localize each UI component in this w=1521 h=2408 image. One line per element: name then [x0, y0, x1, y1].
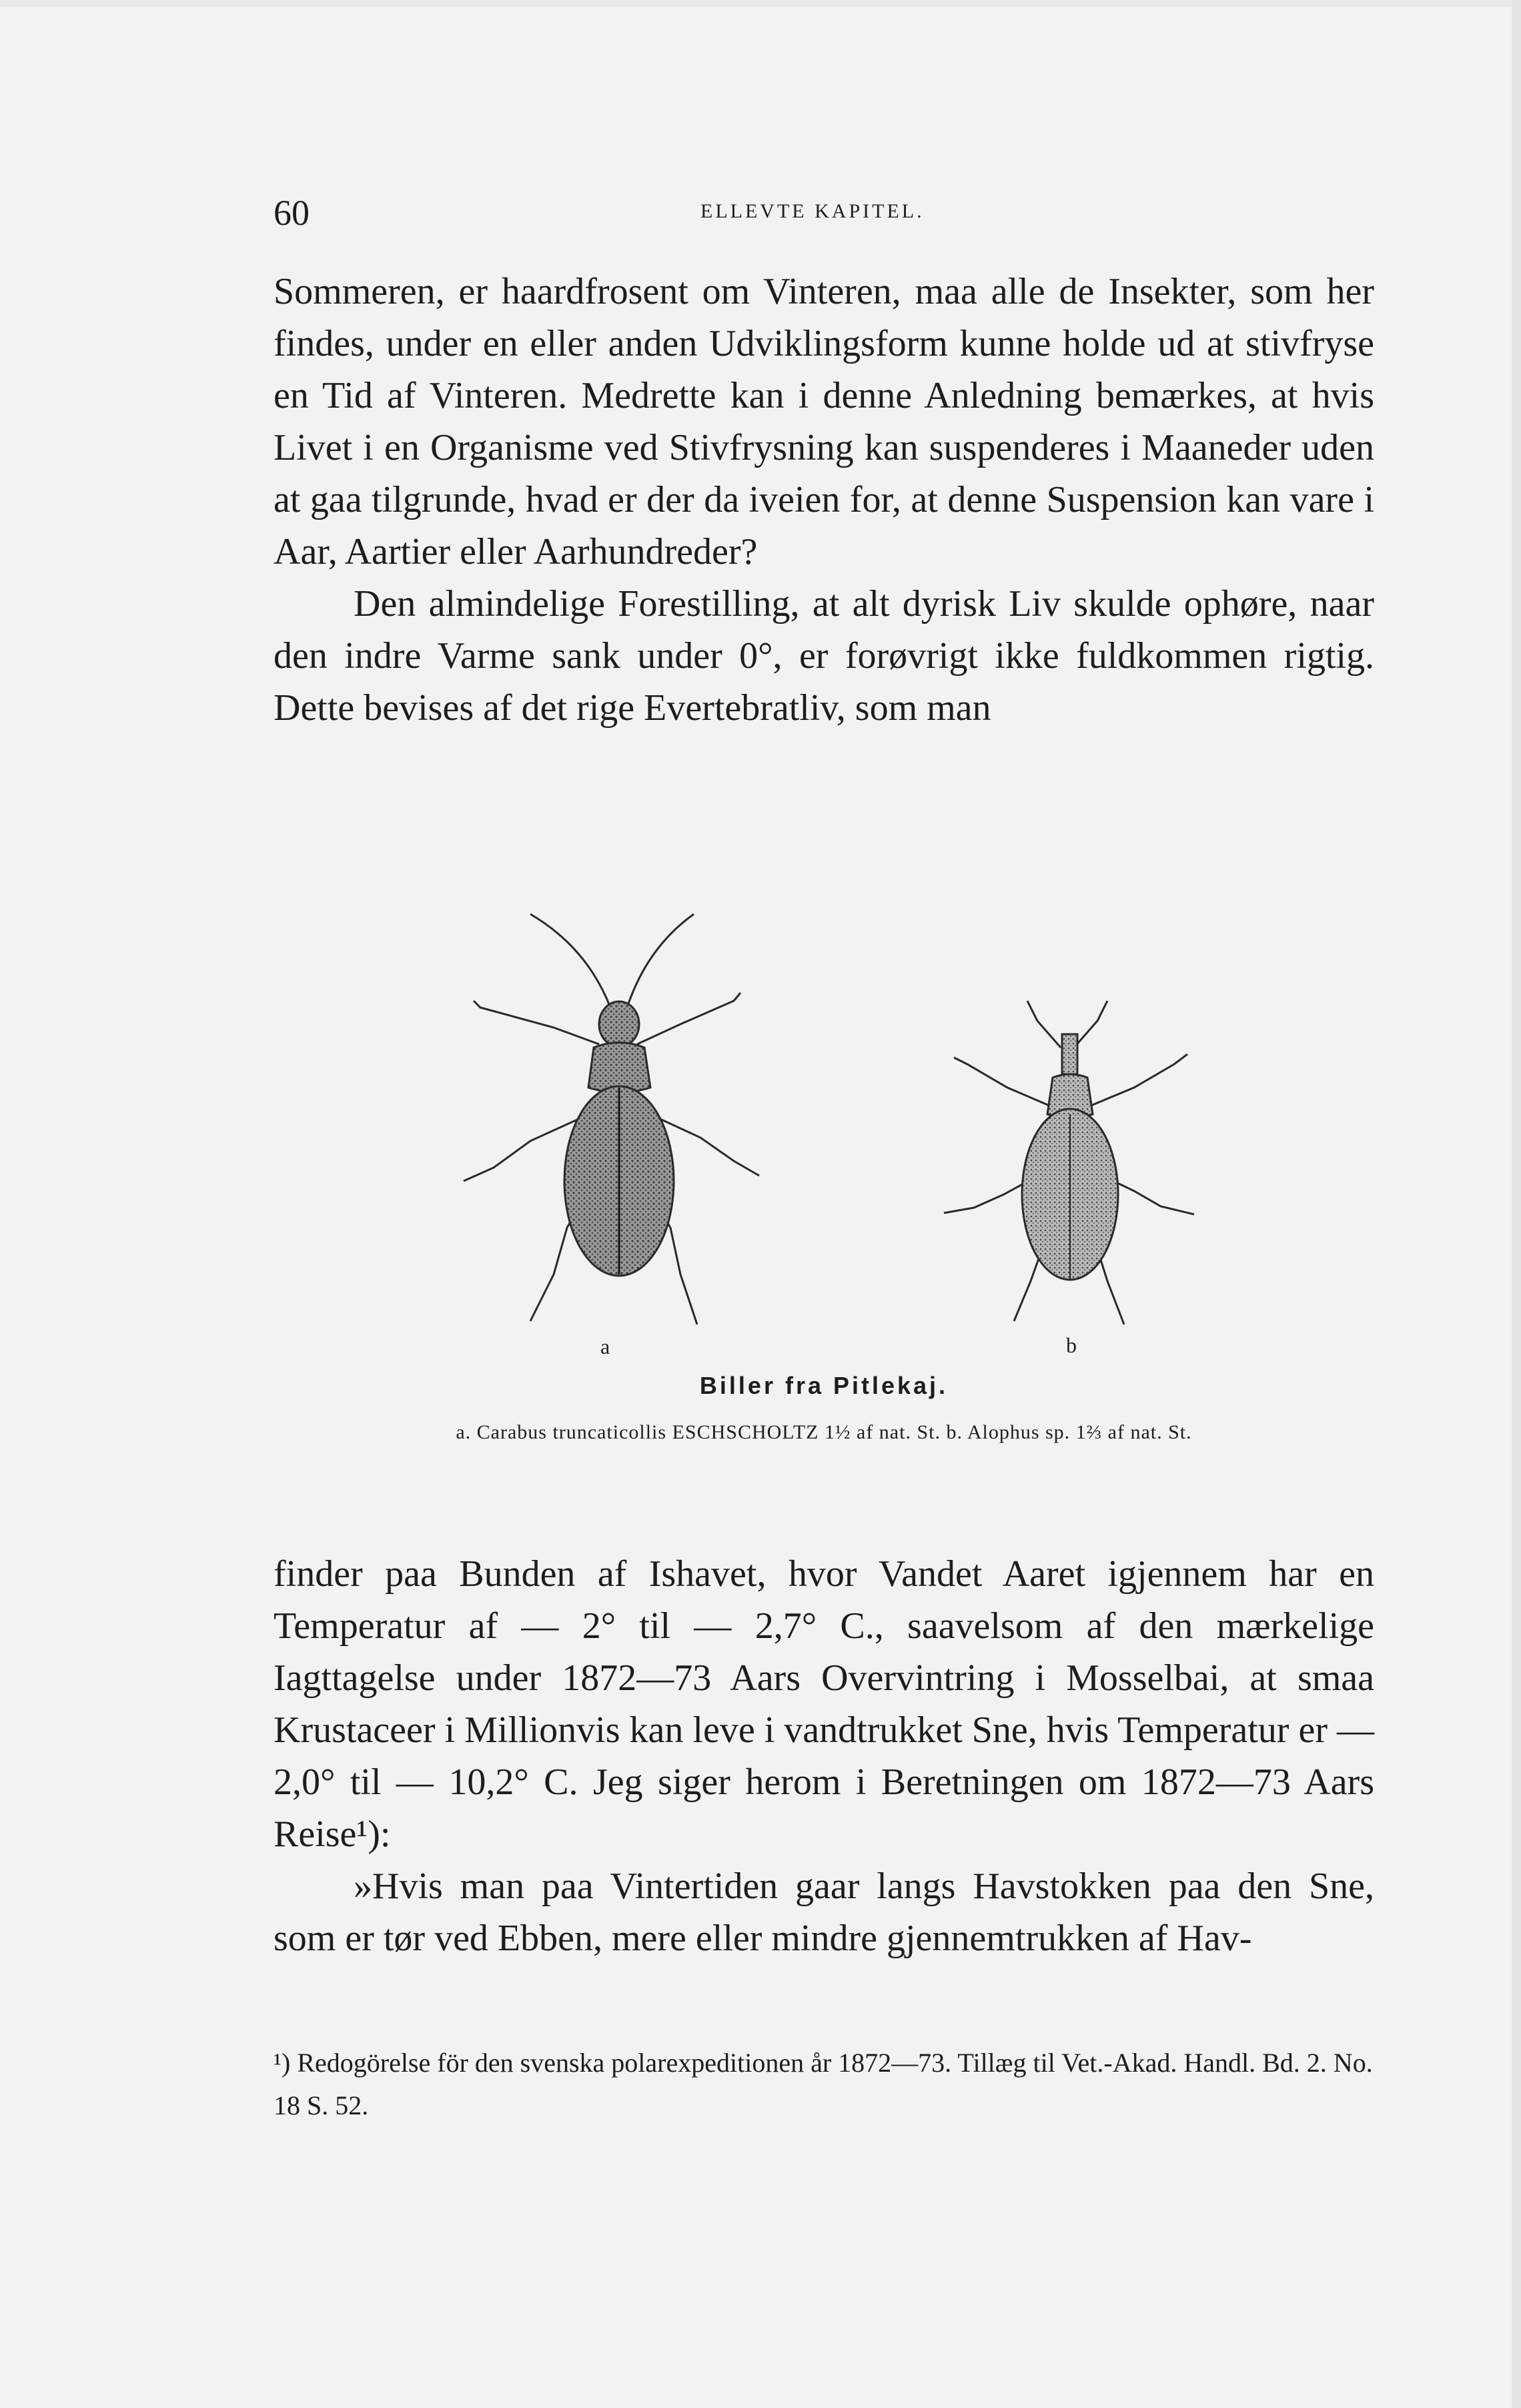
beetle-illustration: [274, 887, 1374, 1368]
figure-label-b: b: [1066, 1333, 1077, 1357]
text-block-top: [274, 266, 1374, 734]
text-block-bottom: [274, 1548, 1374, 1964]
scan-edge-right: [1512, 0, 1521, 2408]
figure-label-a: a: [600, 1334, 610, 1358]
beetle-b-alophus: [944, 1001, 1194, 1324]
page-header: [274, 192, 1381, 239]
figure-caption: a. Carabus truncaticollis ESCHSCHOLTZ 1½ af nat. St. b. Alophus sp. 1⅔ af nat. St.: [456, 1421, 1192, 1443]
running-head: ELLEVTE KAPITEL.: [700, 200, 925, 222]
footnote: [274, 2042, 1374, 2127]
beetle-a-carabus: [464, 914, 759, 1324]
scan-edge-top: [0, 0, 1521, 7]
quoted-paragraph: »Hvis man paa Vintertiden gaar langs Havstokken paa den Sne, som er tør ved Ebben, mere eller mindre gjennemtrukken af Hav-: [274, 1866, 1374, 1959]
footnote-text: ¹) Redogörelse för den svenska polarexpeditionen år 1872—73. Tillæg til Vet.-Akad. Handl. Bd. 2. No. 18 S. 52.: [274, 2048, 1373, 2120]
figure-title: Biller fra Pitlekaj.: [699, 1372, 949, 1399]
paragraph: Den almindelige Forestilling, at alt dyrisk Liv skulde ophøre, naar den indre Varme sank under 0°, er forøvrigt ikke fuldkommen rigtig. Dette bevises af det rige Evertebratliv, som man: [274, 583, 1374, 729]
figure-beetles: [274, 887, 1374, 1448]
page-number: 60: [274, 193, 310, 233]
paragraph-continued: finder paa Bunden af Ishavet, hvor Vandet Aaret igjennem har en Temperatur af — 2° til — 2,7° C., saavelsom af den mærkelige Iagttagelse under 1872—73 Aars Overvintring i Mosselbai, at smaa Krustaceer i Millionvis kan leve i vandtrukket Sne, hvis Temperatur er — 2,0° til — 10,2° C. Jeg siger herom i Beretningen om 1872—73 Aars Reise¹):: [274, 1553, 1374, 1855]
paragraph-continued: Sommeren, er haardfrosent om Vinteren, maa alle de Insekter, som her findes, under en eller anden Udviklingsform kunne holde ud at stivfryse en Tid af Vinteren. Medrette kan i denne Anledning bemærkes, at hvis Livet i en Organisme ved Stivfrysning kan suspenderes i Maaneder uden at gaa tilgrunde, hvad er der da iveien for, at denne Suspension kan vare i Aar, Aartier eller Aarhundreder?: [274, 271, 1374, 572]
